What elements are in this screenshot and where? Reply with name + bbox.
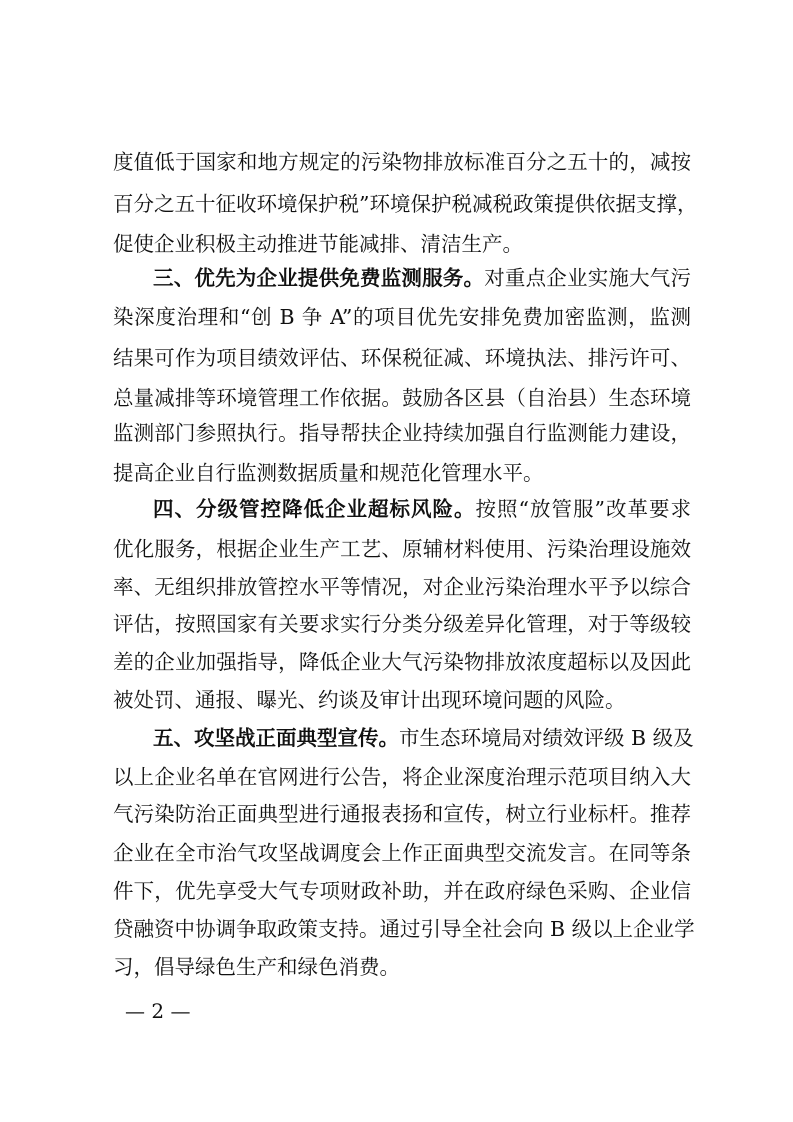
paragraph-text: 对重点企业实施大气污 [484, 266, 692, 290]
paragraph-line: 提高企业自行监测数据质量和规范化管理水平。 [113, 461, 544, 485]
paragraph-line: 百分之五十征收环境保护税”环境保护税减税政策提供依据支撑， [113, 192, 698, 216]
paragraph-line: 气污染防治正面典型进行通报表扬和宣传，树立行业标杆。推荐 [113, 802, 691, 826]
paragraph-line: 率、无组织排放管控水平等情况，对企业污染治理水平予以综合 [113, 575, 691, 599]
section-5-first-line [153, 721, 694, 755]
paragraph-line: 监测部门参照执行。指导帮扶企业持续加强自行监测能力建设， [113, 421, 691, 445]
section-heading: 三、优先为企业提供免费监测服务。 [153, 266, 485, 290]
paragraph-line: 度值低于国家和地方规定的污染物排放标准百分之五十的，减按 [113, 150, 691, 174]
paragraph-line: 优化服务，根据企业生产工艺、原辅材料使用、污染治理设施效 [113, 537, 691, 561]
paragraph-line: 差的企业加强指导，降低企业大气污染物排放浓度超标以及因此 [113, 650, 691, 674]
section-3-first-line [153, 261, 691, 295]
section-4-first-line [153, 492, 691, 526]
section-heading: 四、分级管控降低企业超标风险。 [153, 497, 476, 521]
paragraph-line: 总量减排等环境管理工作依据。鼓励各区县（自治县）生态环境 [113, 386, 691, 410]
section-heading: 五、攻坚战正面典型宣传。 [153, 726, 399, 750]
paragraph-text: 按照“放管服”改革要求 [475, 497, 692, 521]
paragraph-line: 促使企业积极主动推进节能减排、清洁生产。 [113, 232, 523, 256]
paragraph-line: 染深度治理和“创 B 争 A”的项目优先安排免费加密监测，监测 [113, 305, 691, 329]
paragraph-line: 被处罚、通报、曝光、约谈及审计出现环境问题的风险。 [113, 688, 626, 712]
page-number: — 2 — [125, 999, 191, 1023]
paragraph-line: 以上企业名单在官网进行公告，将企业深度治理示范项目纳入大 [113, 765, 691, 789]
paragraph-text: 市生态环境局对绩效评级 B 级及 [399, 726, 694, 750]
paragraph-line: 贷融资中协调争取政策支持。通过引导全社会向 B 级以上企业学 [113, 917, 695, 941]
paragraph-line: 评估，按照国家有关要求实行分类分级差异化管理，对于等级较 [113, 612, 691, 636]
paragraph-line: 习，倡导绿色生产和绿色消费。 [113, 955, 400, 979]
paragraph-line: 企业在全市治气攻坚战调度会上作正面典型交流发言。在同等条 [113, 841, 691, 865]
paragraph-line: 结果可作为项目绩效评估、环保税征减、环境执法、排污许可、 [113, 346, 691, 370]
paragraph-line: 件下，优先享受大气专项财政补助，并在政府绿色采购、企业信 [113, 879, 691, 903]
